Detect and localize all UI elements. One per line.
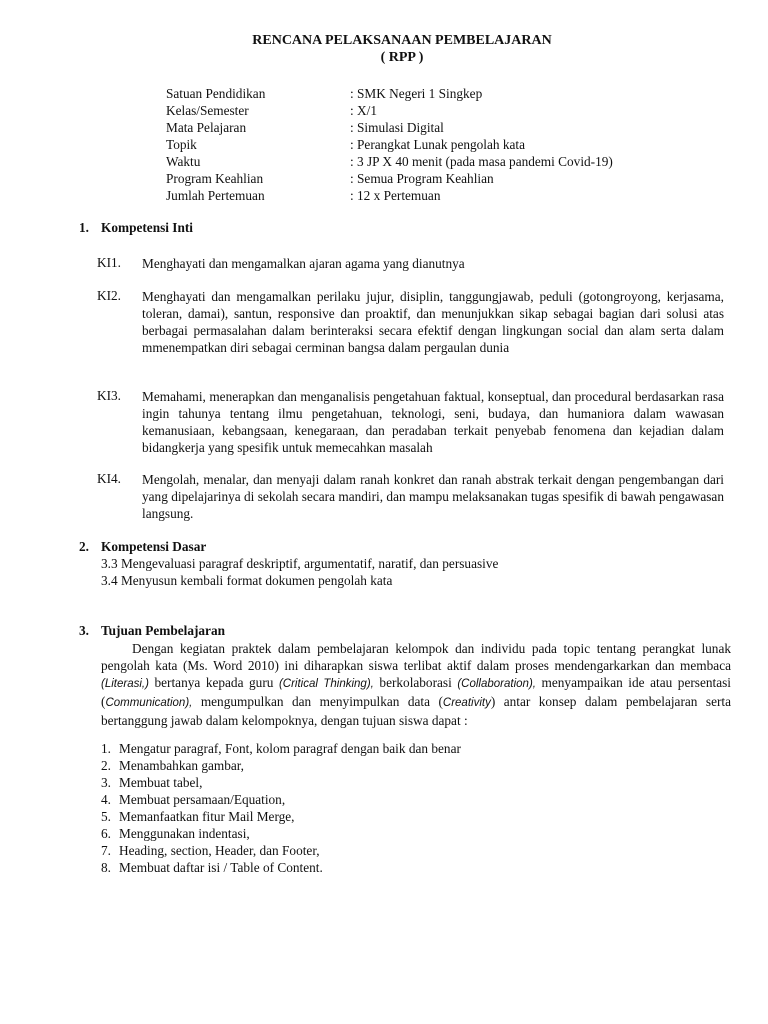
ki-code: KI4. — [97, 471, 122, 486]
tujuan-text: Dengan kegiatan praktek dalam pembelajaran kelompok dan individu pada topic tentang perangkat lunak pengolah kata (Ms. Word 2010) ini diharapkan siswa terlibat aktif dalam proses mendengarkarkan dan membaca — [101, 641, 731, 673]
section-number: 1. — [79, 220, 89, 235]
objective-list — [101, 740, 461, 876]
list-text: Membuat daftar isi / Table of Content. — [119, 860, 323, 875]
list-item — [101, 825, 461, 842]
identity-label: Jumlah Pertemuan — [166, 188, 265, 203]
ki-text: Menghayati dan mengamalkan perilaku jujur, disiplin, tanggungjawab, peduli (gotongroyong, kerjasama, toleran, damai), santun, responsive dan proaktif, dan menunjukkan sikap sebagai bagian dari solusi atas berbagai permasalahan dalam berinteraksi secara efektif dengan lingkungan social dan alam serta dalam mmenempatkan diri sebagai cerminan bangsa dalam pergaulan dunia — [142, 289, 724, 355]
identity-label: Topik — [166, 137, 197, 152]
ki-code: KI2. — [97, 288, 122, 303]
list-text: Mengatur paragraf, Font, kolom paragraf dengan baik dan benar — [119, 741, 461, 756]
ki-text: Menghayati dan mengamalkan ajaran agama yang dianutnya — [142, 256, 465, 271]
ki-code: KI3. — [97, 388, 122, 403]
literasi-term: (Literasi,) — [101, 678, 149, 690]
ki-text: Memahami, menerapkan dan menganalisis pengetahuan faktual, konseptual, dan procedural berdasarkan rasa ingin tahunya tentang ilmu pengetahuan, teknologi, seni, budaya, dan humaniora dalam wawasan kemanusiaan, kebangsaan, kenegaraan, dan peradaban terkait penyebab fenomena dan kejadian dalam bidangkerja yang spesifik untuk memecahkan masalah — [142, 389, 724, 455]
list-item — [101, 808, 461, 825]
list-number: 1. — [101, 741, 111, 756]
ki-text: Mengolah, menalar, dan menyaji dalam ranah konkret dan ranah abstrak terkait dengan pengembangan dari yang dipelajarinya di sekolah secara mandiri, dan mampu melaksanakan tugas spesifik di bawah pengawasan langsung. — [142, 472, 724, 521]
list-number: 3. — [101, 775, 111, 790]
identity-label: Program Keahlian — [166, 171, 264, 186]
list-number: 4. — [101, 792, 111, 807]
list-number: 7. — [101, 843, 111, 858]
document-subtitle: ( RPP ) — [380, 50, 424, 65]
identity-value: : 12 x Pertemuan — [350, 188, 441, 203]
communication-term: Communication), — [105, 697, 193, 709]
kd-item: 3.4 Menyusun kembali format dokumen pengolah kata — [101, 573, 393, 588]
list-item — [101, 859, 461, 876]
tujuan-text: menyampaikan ide atau persentasi ( — [101, 675, 731, 709]
section-number: 2. — [79, 539, 89, 554]
identity-label: Waktu — [166, 154, 201, 169]
identity-value: : Perangkat Lunak pengolah kata — [350, 137, 526, 152]
list-number: 5. — [101, 809, 111, 824]
critical-thinking-term: (Critical Thinking), — [278, 678, 374, 690]
identity-value: : 3 JP X 40 menit (pada masa pandemi Covid-19) — [350, 154, 613, 169]
list-number: 6. — [101, 826, 111, 841]
list-item — [101, 774, 461, 791]
list-number: 2. — [101, 758, 111, 773]
list-text: Menggunakan indentasi, — [119, 826, 250, 841]
list-text: Membuat tabel, — [119, 775, 203, 790]
list-text: Membuat persamaan/Equation, — [119, 792, 286, 807]
section-heading: Kompetensi Inti — [101, 220, 193, 235]
tujuan-text: bertanya kepada guru — [148, 675, 279, 690]
identity-value: : SMK Negeri 1 Singkep — [350, 86, 483, 101]
identity-label: Mata Pelajaran — [166, 120, 247, 135]
list-text: Memanfaatkan fitur Mail Merge, — [119, 809, 295, 824]
document-title: RENCANA PELAKSANAAN PEMBELAJARAN — [252, 33, 552, 48]
tujuan-text: berkolaborasi — [373, 675, 458, 690]
list-item — [101, 842, 461, 859]
tujuan-paragraph — [101, 640, 731, 729]
tujuan-text: mengumpulkan dan menyimpulkan data ( — [192, 694, 443, 709]
identity-label: Kelas/Semester — [166, 103, 249, 118]
identity-value: : X/1 — [350, 103, 377, 118]
tujuan-text: ) antar konsep dalam pembelajaran serta bertanggung jawab dalam kelompoknya, dengan tujuan siswa dapat : — [101, 694, 731, 728]
collaboration-term: (Collaboration), — [457, 678, 536, 690]
list-item — [101, 791, 461, 808]
creativity-term: Creativity — [442, 697, 491, 709]
ki-code: KI1. — [97, 255, 122, 270]
list-item — [101, 740, 461, 757]
list-item — [101, 757, 461, 774]
identity-value: : Semua Program Keahlian — [350, 171, 494, 186]
section-heading: Tujuan Pembelajaran — [101, 623, 225, 638]
list-text: Heading, section, Header, dan Footer, — [119, 843, 320, 858]
kd-item: 3.3 Mengevaluasi paragraf deskriptif, argumentatif, naratif, dan persuasive — [101, 556, 499, 571]
list-text: Menambahkan gambar, — [119, 758, 245, 773]
identity-value: : Simulasi Digital — [350, 120, 444, 135]
section-heading: Kompetensi Dasar — [101, 539, 207, 554]
section-number: 3. — [79, 623, 89, 638]
list-number: 8. — [101, 860, 111, 875]
identity-label: Satuan Pendidikan — [166, 86, 266, 101]
